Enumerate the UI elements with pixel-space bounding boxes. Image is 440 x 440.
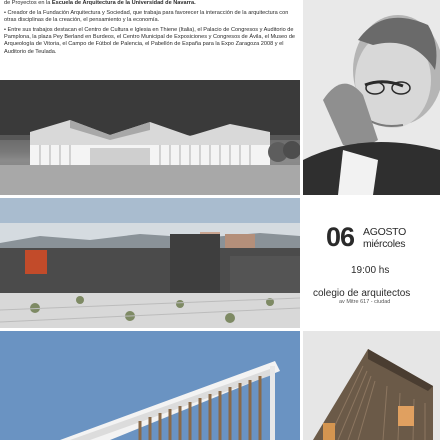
portrait-svg — [303, 0, 440, 195]
photo-dark-building — [0, 198, 300, 328]
bio-paragraph-works: • Entre sus trabajos destacan el Centro de Cultura e Iglesia en Thiene (Italia), el Palacio de Congresos y Auditorio de Pamplona, la plaza Pey Berland en Burdeos, el Centro Municipal de Exposiciones y Congresos de Ávila, el Museo de Arqueología de Vitoria, el Campo de Fútbol de Palencia, el Pabellón de España para la Expo Zaragoza 2008 y el Auditorio de Teulada. — [4, 27, 296, 55]
photo-slatted-roof — [0, 331, 300, 440]
event-weekday: miércoles — [363, 238, 406, 250]
photo-white-building — [0, 80, 300, 195]
event-month: AGOSTO — [363, 226, 406, 238]
bio-line-school-name: Escuela de Arquitectura de la Universidad de Navarra. — [51, 0, 196, 6]
bio-text — [0, 0, 300, 78]
event-time: 19:00 hs — [351, 265, 390, 276]
bio-line-school — [4, 0, 298, 7]
photo-wooden-building-svg — [303, 331, 440, 440]
bio-line-school-prefix: de Proyectos en la — [4, 0, 52, 6]
event-info — [303, 198, 440, 328]
architect-portrait — [303, 0, 440, 195]
bio-paragraph-foundation: • Creador de la Fundación Arquitectura y Sociedad, que trabaja para favorecer la interacción de la arquitectura con otras disciplinas de la creación, el pensamiento y la economía. — [4, 10, 289, 24]
photo-dark-building-svg — [0, 198, 300, 328]
photo-slatted-roof-svg — [0, 331, 300, 440]
event-address: av Mitre 617 - ciudad — [339, 299, 391, 305]
photo-wooden-building — [303, 331, 440, 440]
photo-white-building-svg — [0, 80, 300, 195]
event-venue: colegio de arquitectos — [313, 288, 411, 299]
event-day: 06 — [326, 222, 355, 252]
